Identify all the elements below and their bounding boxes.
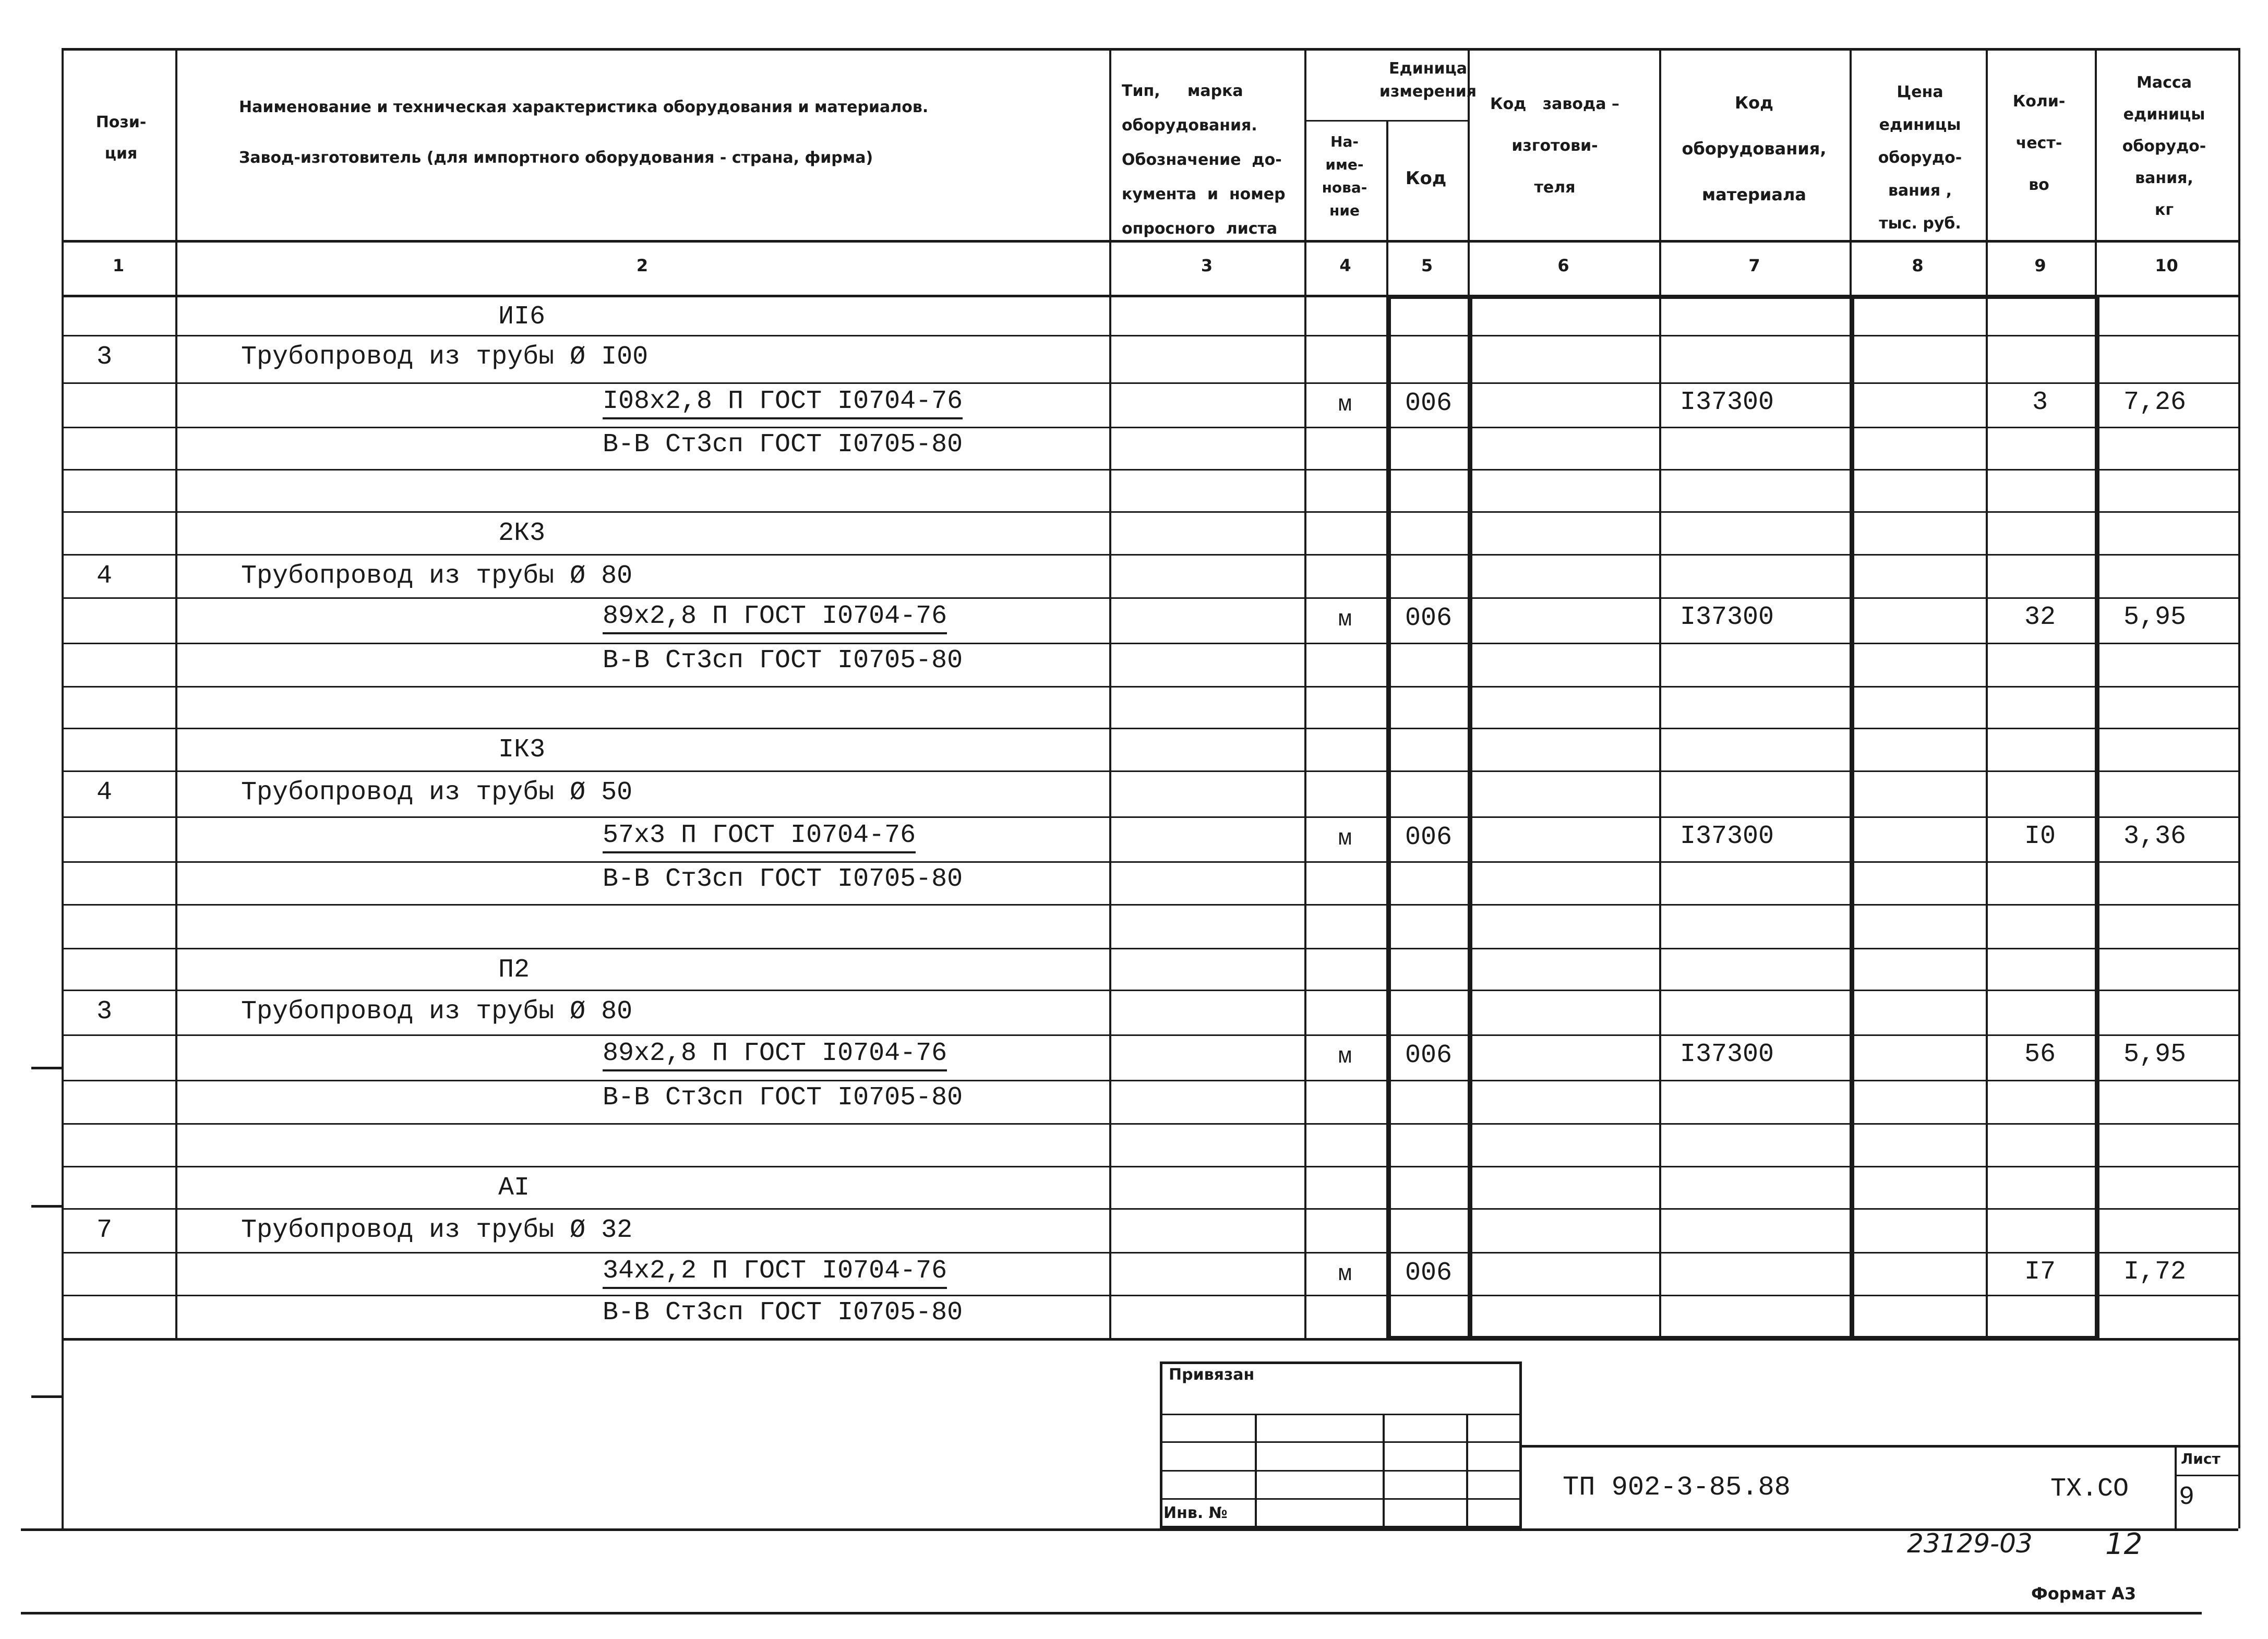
material-code: I37300: [1680, 822, 1774, 851]
handwritten-page-number: 12: [2105, 1527, 2143, 1561]
material-spec: В-В Ст3сп ГОСТ I0705-80: [603, 646, 963, 676]
pipe-spec: I08x2,8 П ГОСТ I0704-76: [603, 387, 963, 419]
material-spec: В-В Ст3сп ГОСТ I0705-80: [603, 1298, 963, 1328]
unit-code: 006: [1405, 604, 1453, 633]
section-label: ИI6: [498, 302, 546, 332]
row-line: [62, 1295, 2238, 1296]
col-header-unit-group: Единица измерения: [1379, 59, 1477, 101]
table-top-border: [62, 48, 2238, 51]
column-number: 4: [1339, 256, 1351, 275]
column-number: 8: [1912, 256, 1924, 275]
column-divider: [1659, 48, 1661, 1338]
stamp-line: [1255, 1414, 1257, 1528]
pipe-spec: 89x2,8 П ГОСТ I0704-76: [603, 1039, 947, 1071]
stamp-bound-label: Привязан: [1169, 1366, 1255, 1384]
row-line: [62, 335, 2238, 336]
material-code: I37300: [1680, 388, 1774, 417]
section-label: АI: [498, 1173, 530, 1203]
col-header-unit-code: Код: [1405, 168, 1447, 189]
pipe-spec: 57x3 П ГОСТ I0704-76: [603, 821, 916, 853]
row-line: [62, 1208, 2238, 1210]
sheet-bottom-line: [21, 1528, 2238, 1531]
column-number: 9: [2034, 256, 2046, 275]
margin-tick: [31, 1067, 62, 1069]
row-line: [62, 686, 2238, 688]
footer-rule: [21, 1612, 2202, 1614]
material-code: I37300: [1680, 602, 1774, 632]
quantity: 3: [2032, 388, 2048, 417]
row-line: [62, 469, 2238, 471]
column-divider: [1109, 48, 1111, 1338]
unit-name: м: [1338, 1261, 1352, 1287]
row-line: [62, 597, 2238, 599]
section-label: IК3: [498, 735, 546, 765]
pipe-spec: 34x2,2 П ГОСТ I0704-76: [603, 1256, 947, 1289]
item-title: Трубопровод из трубы Ø 50: [241, 778, 633, 808]
stamp-title-top: [1522, 1445, 2238, 1448]
quantity: I0: [2024, 822, 2056, 851]
row-line: [62, 861, 2238, 863]
table-body-bottom: [62, 1338, 2238, 1341]
unit-name: м: [1338, 826, 1352, 852]
table-right-border: [2238, 48, 2240, 1528]
table-left-border: [62, 48, 64, 1528]
position-number: 3: [97, 997, 113, 1027]
column-number: 6: [1557, 256, 1569, 275]
position-number: 4: [97, 778, 113, 808]
row-line: [62, 643, 2238, 644]
section-label: П2: [498, 955, 530, 985]
quantity: 32: [2024, 602, 2056, 632]
row-line: [62, 554, 2238, 556]
margin-tick: [31, 1205, 62, 1208]
row-line: [62, 1080, 2238, 1081]
section-label: 2К3: [498, 519, 546, 548]
item-title: Трубопровод из трубы Ø I00: [241, 342, 649, 372]
position-number: 7: [97, 1215, 113, 1245]
margin-tick: [31, 1395, 62, 1398]
row-line: [62, 816, 2238, 818]
material-spec: В-В Ст3сп ГОСТ I0705-80: [603, 864, 963, 894]
unit-code: 006: [1405, 1258, 1453, 1288]
quantity: I7: [2024, 1257, 2056, 1287]
column-divider: [175, 48, 177, 1338]
row-line: [62, 728, 2238, 729]
stamp-inventory-label: Инв. №: [1163, 1504, 1228, 1522]
position-number: 3: [97, 342, 113, 372]
position-number: 4: [97, 561, 113, 591]
row-line: [62, 511, 2238, 513]
col-header-factory-code: Код завода – изготови- теля: [1490, 95, 1619, 197]
column-number: 1: [112, 256, 125, 275]
col-header-name-line1: Наименование и техническая характеристика оборудования и материалов.: [239, 98, 929, 116]
unit-mass: 7,26: [2123, 388, 2187, 417]
col-header-quantity: Коли- чест- во: [2012, 92, 2066, 194]
unit-mass: I,72: [2123, 1257, 2187, 1287]
material-spec: В-В Ст3сп ГОСТ I0705-80: [603, 430, 963, 460]
format-label: Формат А3: [2031, 1584, 2137, 1604]
row-line: [62, 382, 2238, 384]
column-number: 7: [1748, 256, 1760, 275]
col-header-equipment-code: Код оборудования, материала: [1682, 93, 1827, 204]
column-divider: [1986, 48, 1988, 1338]
unit-name: м: [1338, 392, 1352, 418]
item-title: Трубопровод из трубы Ø 80: [241, 997, 633, 1027]
row-line: [62, 770, 2238, 772]
stamp-line: [1466, 1414, 1468, 1528]
col-header-price: Цена единицы оборудо- вания , тыс. руб.: [1878, 83, 1962, 233]
unit-name: м: [1338, 607, 1352, 633]
row-line: [62, 427, 2238, 428]
unit-mass: 5,95: [2123, 1040, 2187, 1069]
row-line: [62, 1252, 2238, 1254]
unit-mass: 5,95: [2123, 602, 2187, 632]
row-line: [62, 948, 2238, 949]
stamp-sheet-number: 9: [2179, 1483, 2195, 1512]
col-header-unit-name: На- име- нова- ние: [1322, 133, 1367, 219]
column-number: 3: [1201, 256, 1213, 275]
stamp-sheet-line: [2175, 1475, 2238, 1476]
unit-code: 006: [1405, 389, 1453, 418]
column-divider: [1304, 48, 1306, 1338]
col-header-type: Тип, марка оборудования. Обозначение до- кумента и номер опросного листа: [1122, 82, 1286, 238]
item-title: Трубопровод из трубы Ø 80: [241, 561, 633, 591]
row-line: [62, 1166, 2238, 1167]
column-number: 2: [636, 256, 649, 275]
unit-name: м: [1338, 1044, 1352, 1070]
column-number: 5: [1421, 256, 1433, 275]
stamp-mark: ТХ.СО: [2050, 1474, 2129, 1504]
unit-code: 006: [1405, 823, 1453, 852]
handwritten-archive-code: 23129-03: [1907, 1528, 2033, 1559]
stamp-sheet-label: Лист: [2181, 1450, 2221, 1467]
unit-code: 006: [1405, 1041, 1453, 1070]
col-header-position: Пози- ция: [95, 113, 147, 163]
material-code: I37300: [1680, 1040, 1774, 1069]
stamp-sheet-divider: [2175, 1445, 2177, 1528]
col-header-name-line2: Завод-изготовитель (для импортного оборудования - страна, фирма): [239, 149, 873, 167]
header-bottom-line: [62, 240, 2238, 243]
stamp-document-code: ТП 902-3-85.88: [1563, 1472, 1791, 1503]
row-line: [62, 990, 2238, 991]
thick-block-top: [1386, 295, 2095, 299]
material-spec: В-В Ст3сп ГОСТ I0705-80: [603, 1083, 963, 1113]
stamp-line: [1383, 1414, 1385, 1528]
row-line: [62, 1123, 2238, 1125]
item-title: Трубопровод из трубы Ø 32: [241, 1215, 633, 1245]
row-line: [62, 1034, 2238, 1036]
column-number: 10: [2155, 256, 2178, 275]
quantity: 56: [2024, 1040, 2056, 1069]
row-line: [62, 904, 2238, 906]
col-header-mass: Масса единицы оборудо- вания, кг: [2122, 74, 2206, 219]
unit-mass: 3,36: [2123, 822, 2187, 851]
pipe-spec: 89x2,8 П ГОСТ I0704-76: [603, 601, 947, 634]
